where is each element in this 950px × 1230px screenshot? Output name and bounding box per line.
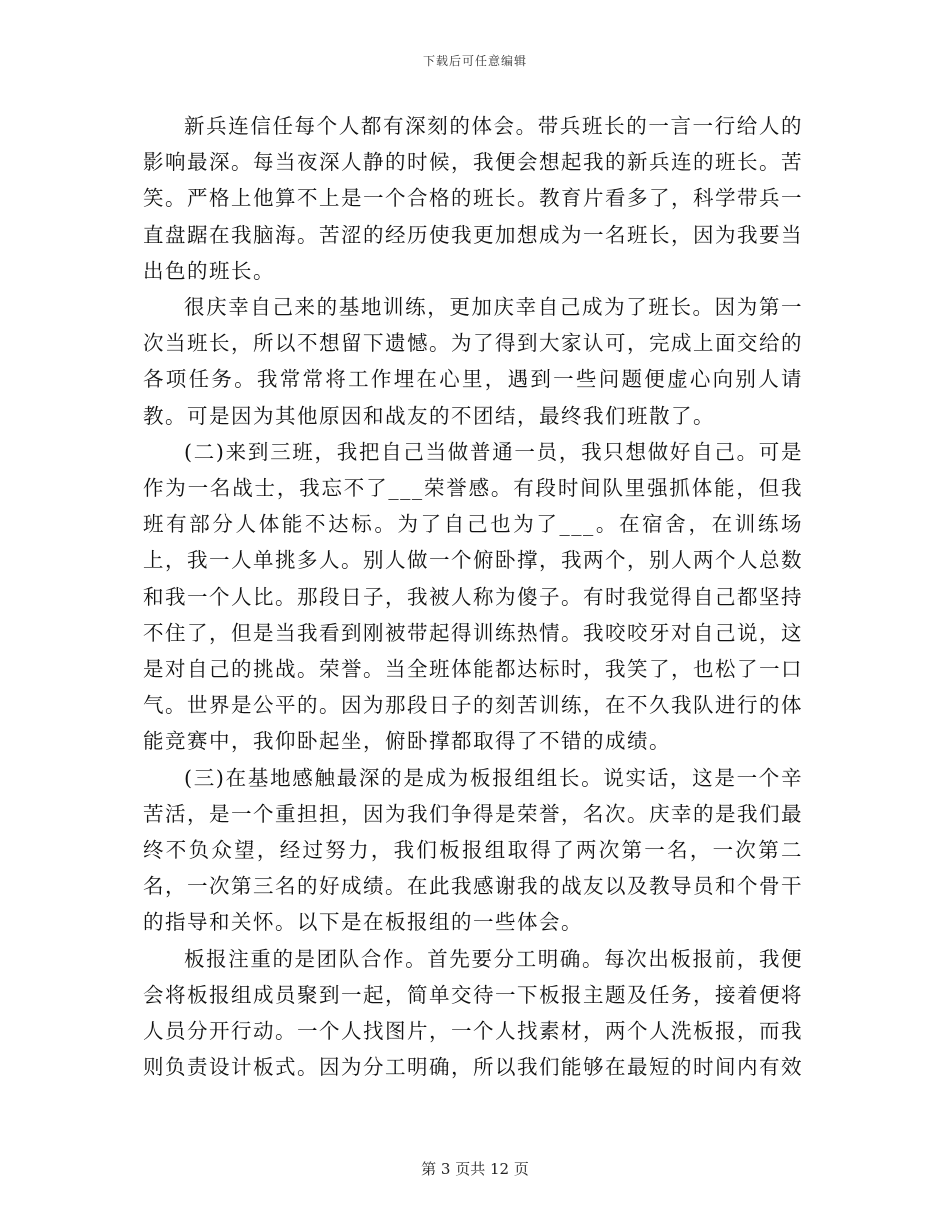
- paragraph-2: 很庆幸自己来的基地训练，更加庆幸自己成为了班长。因为第一次当班长，所以不想留下遗憾。为了得到大家认可，完成上面交给的各项任务。我常常将工作埋在心里，遇到一些问题便虚心向别人请教。可是因为其他原因和战友的不团结，最终我们班散了。: [143, 295, 803, 428]
- paragraph-3: (二)来到三班，我把自己当做普通一员，我只想做好自己。可是作为一名战士，我忘不了___荣誉感。有段时间队里强抓体能，但我班有部分人体能不达标。为了自己也为了___。在宿舍，在训练场上，我一人单挑多人。别人做一个俯卧撑，我两个，别人两个人总数和我一个人比。那段日子，我被人称为傻子。有时我觉得自己都坚持不住了，但是当我看到刚被带起得训练热情。我咬咬牙对自己说，这是对自己的挑战。荣誉。当全班体能都达标时，我笑了，也松了一口气。世界是公平的。因为那段日子的刻苦训练，在不久我队进行的体能竞赛中，我仰卧起坐，俯卧撑都取得了不错的成绩。: [143, 439, 803, 754]
- paragraph-4: (三)在基地感触最深的是成为板报组组长。说实话，这是一个辛苦活，是一个重担担，因为我们争得是荣誉，名次。庆幸的是我们最终不负众望，经过努力，我们板报组取得了两次第一名，一次第二名，一次第三名的好成绩。在此我感谢我的战友以及教导员和个骨干的指导和关怀。以下是在板报组的一些体会。: [143, 765, 803, 935]
- page-header: 下载后可任意编辑: [422, 54, 527, 68]
- page-footer: 第 3 页共 12 页: [421, 1160, 529, 1178]
- paragraph-1: 新兵连信任每个人都有深刻的体会。带兵班长的一言一行给人的影响最深。每当夜深人静的时候，我便会想起我的新兵连的班长。苦笑。严格上他算不上是一个合格的班长。教育片看多了，科学带兵一直盘踞在我脑海。苦涩的经历使我更加想成为一名班长，因为我要当出色的班长。: [143, 114, 803, 283]
- body-text: [143, 108, 803, 1085]
- paragraph-5: 板报注重的是团队合作。首先要分工明确。每次出板报前，我便会将板报组成员聚到一起，简单交待一下板报主题及任务，接着便将人员分开行动。一个人找图片，一个人找素材，两个人洗板报，而我则负责设计板式。因为分工明确，所以我们能够在最短的时间内有效: [143, 946, 803, 1080]
